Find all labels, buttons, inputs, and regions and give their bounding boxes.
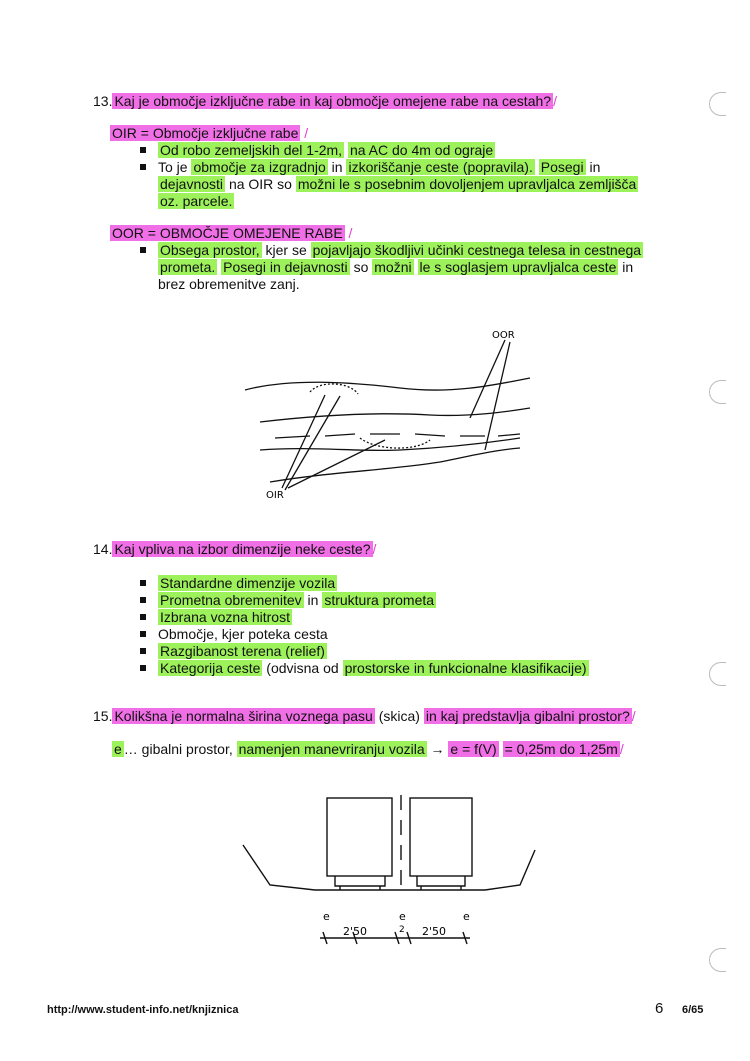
- q14-item-4: Območje, kjer poteka cesta: [158, 626, 328, 642]
- road-zones-sketch: [230, 320, 550, 510]
- bullet: [140, 614, 146, 620]
- bullet: [140, 631, 146, 637]
- sketch-e-right: e: [463, 910, 470, 923]
- footer-page-number: 6: [655, 1000, 664, 1017]
- oor-heading: OOR = OBMOČJE OMEJENE RABE /: [112, 225, 353, 241]
- bullet: [140, 164, 146, 170]
- oir-zone-left: [310, 384, 358, 394]
- oor-bullet-line1: Obsega prostor, kjer se pojavljajo škodljivi učinki cestnega telesa in cestnega: [160, 242, 642, 258]
- oir-bullet-2-line1: To je območje za izgradnjo in izkoriščanje ceste (popravila). Posegi in: [158, 159, 601, 175]
- q14-item-6: Kategorija ceste (odvisna od prostorske in funkcionalne klasifikacije): [160, 660, 587, 676]
- oir-bullet-2-line3: oz. parcele.: [160, 193, 233, 209]
- oir-pointer-2: [288, 440, 385, 488]
- punch-hole-1: [709, 92, 726, 116]
- bullet: [140, 147, 146, 153]
- vehicle-left: [327, 798, 392, 876]
- sketch-label-oir: OIR: [266, 490, 284, 501]
- q14-item-2: Prometna obremenitev in struktura prometa: [160, 592, 435, 608]
- sketch-e-left: e: [323, 910, 330, 923]
- footer-url[interactable]: http://www.student-info.net/knjiznica: [47, 1004, 239, 1016]
- oor-pointer-1: [470, 340, 505, 418]
- punch-hole-4: [709, 948, 726, 972]
- bullet: [140, 597, 146, 603]
- q14-item-3: Izbrana vozna hitrost: [160, 609, 290, 625]
- road-profile: [243, 845, 535, 890]
- q13-question: 13. Kaj je območje izključne rabe in kaj območje omejene rabe na cestah? /: [93, 93, 557, 109]
- road-edge-lower: [270, 448, 520, 482]
- q15-question: 15. Kolikšna je normalna širina voznega pasu (skica) in kaj predstavlja gibalni prostor? /: [93, 708, 636, 724]
- road-edge-mid: [260, 408, 530, 422]
- wheels-left: [335, 876, 385, 890]
- q14-item-5: Razgibanost terena (relief): [160, 643, 325, 659]
- sketch-label-oor: OOR: [492, 330, 515, 341]
- oor-bullet-line2: prometa. Posegi in dejavnosti so možni le s soglasjem upravljalca ceste in: [160, 259, 634, 275]
- wheels-right: [417, 876, 465, 890]
- bullet: [140, 648, 146, 654]
- bullet: [140, 665, 146, 671]
- oor-bullet-line3: brez obremenitve zanj.: [158, 276, 300, 292]
- bullet: [140, 580, 146, 586]
- oir-bullet-2-line2: dejavnosti na OIR so možni le s posebnim dovoljenjem upravljalca zemljišča: [160, 176, 637, 192]
- oir-pointer-1: [282, 395, 325, 488]
- oir-bullet-1: Od robo zemeljskih del 1-2m, na AC do 4m od ograje: [160, 142, 494, 158]
- lane-width-sketch: [235, 790, 555, 955]
- punch-hole-2: [709, 380, 726, 404]
- sketch-width-left: 2'50: [343, 925, 368, 938]
- road-edge-bottom: [260, 438, 520, 450]
- road-centre-dashes: [275, 434, 520, 438]
- vehicle-right: [410, 798, 472, 876]
- bullet: [140, 247, 146, 253]
- q15-answer: e … gibalni prostor, namenjen manevriranju vozila → e = f(V) = 0,25m do 1,25m /: [114, 741, 624, 757]
- sketch-two-centre: 2: [399, 925, 405, 935]
- q14-question: 14. Kaj vpliva na izbor dimenzije neke ceste? /: [93, 541, 377, 557]
- sketch-width-right: 2'50: [422, 925, 447, 938]
- sketch-e-centre: e: [399, 910, 406, 923]
- oir-heading: OIR = Območje izključne rabe /: [112, 125, 309, 141]
- footer-page-of: 6/65: [682, 1004, 704, 1016]
- q14-item-1: Standardne dimenzije vozila: [160, 575, 336, 591]
- punch-hole-3: [709, 662, 726, 686]
